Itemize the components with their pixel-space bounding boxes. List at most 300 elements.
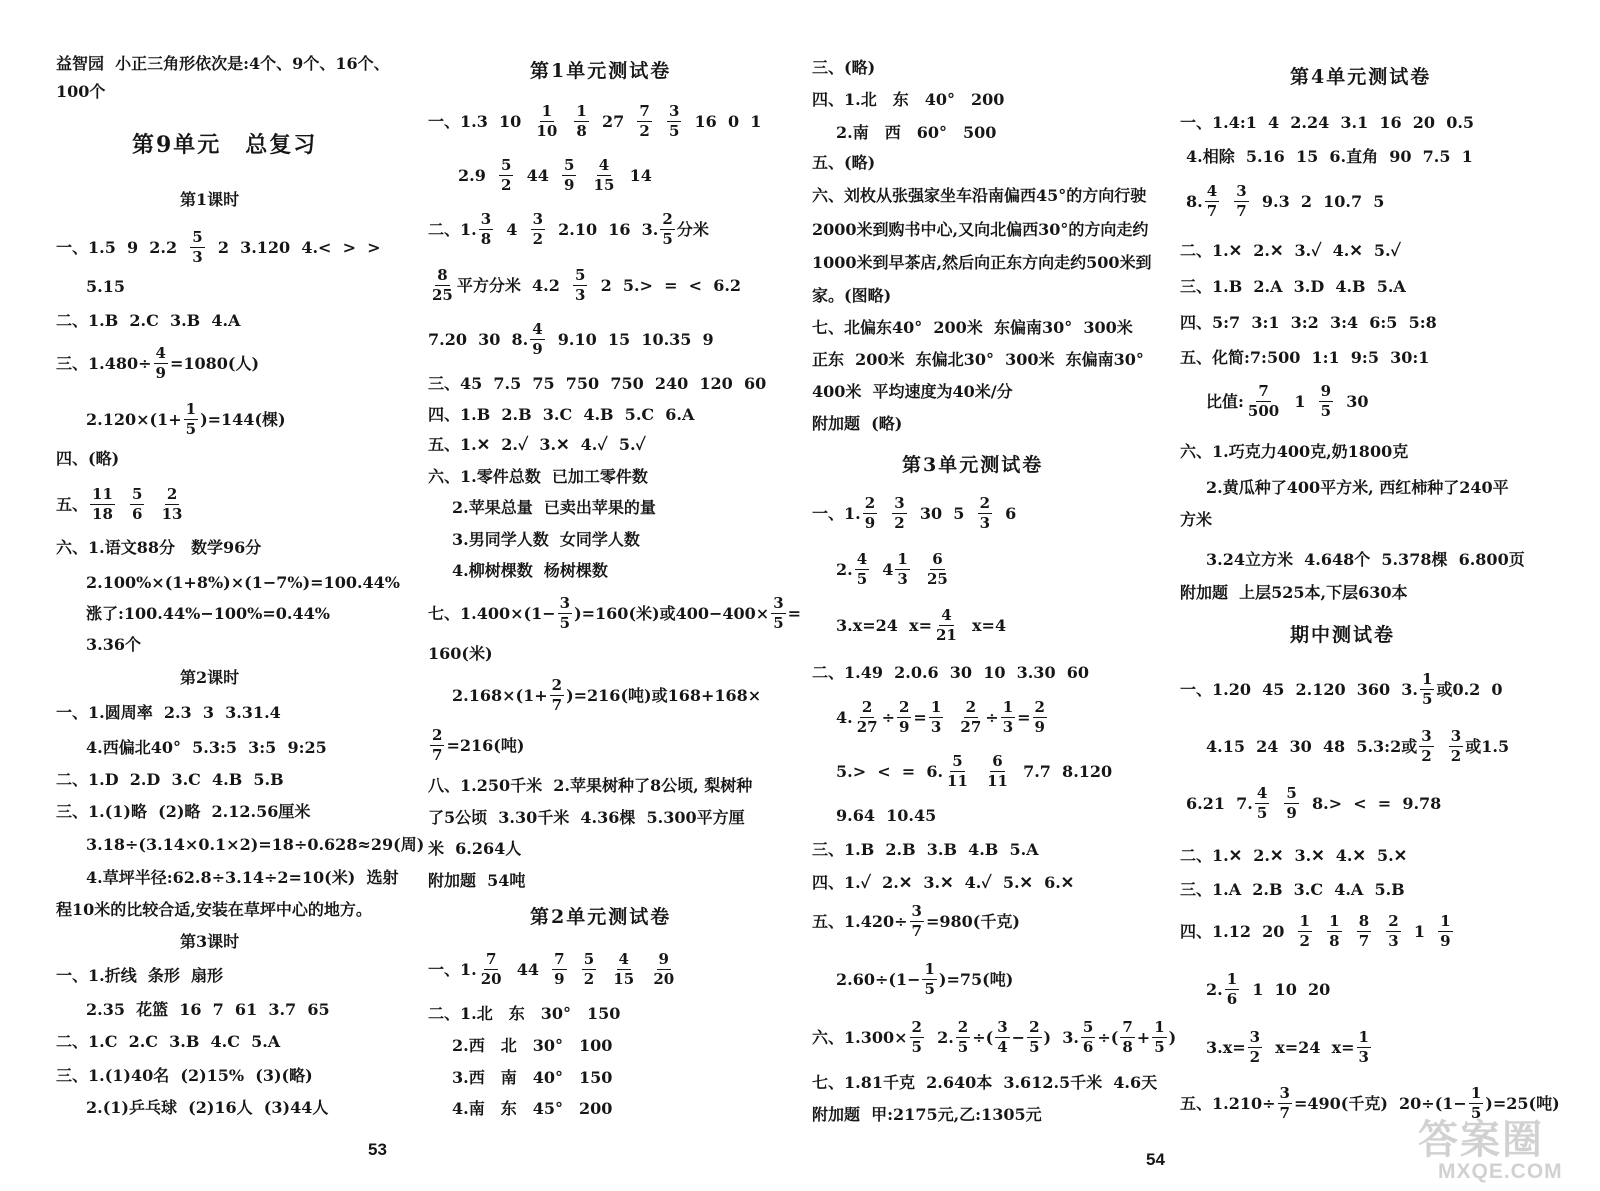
numerator: 2	[432, 726, 443, 744]
fraction	[90, 487, 115, 522]
answer-text: )=216(吨)或168+168×	[566, 685, 762, 705]
numerator: 6	[932, 550, 943, 568]
denominator: 2	[500, 176, 512, 194]
fraction	[1278, 1086, 1292, 1121]
answer-line	[836, 700, 1049, 735]
numerator: 4	[618, 950, 629, 968]
fraction	[1449, 729, 1463, 764]
denominator: 6	[1082, 1038, 1094, 1056]
answer-line	[56, 346, 259, 381]
answer-line: 第1课时	[180, 190, 240, 209]
denominator: 10	[536, 122, 558, 140]
answer-line: 程10米的比较合适,安装在草坪中心的地方。	[56, 900, 372, 919]
numerator: 4	[1256, 784, 1268, 802]
fraction	[130, 487, 144, 522]
fraction	[531, 212, 545, 247]
denominator: 5	[1320, 402, 1332, 420]
answer-line	[428, 322, 714, 357]
denominator: 5	[773, 614, 784, 632]
answer-text: =216(吨)	[446, 735, 525, 755]
denominator: 9	[898, 718, 910, 736]
answer-text: 44	[505, 959, 551, 979]
answer-line: 六、1.零件总数 已加工零件数	[428, 467, 648, 486]
section-title: 第1单元测试卷	[530, 60, 672, 82]
numerator: 2	[965, 698, 977, 716]
numerator: 3	[894, 494, 905, 512]
answer-line: 正东 200米 东偏北30° 300米 东偏南30°	[812, 350, 1144, 369]
answer-line: 附加题 甲:2175元,乙:1305元	[812, 1105, 1042, 1124]
numerator: 4	[155, 344, 166, 362]
answer-text: 2.9	[458, 165, 497, 185]
numerator: 3	[532, 210, 544, 228]
answer-text: 30 5	[908, 503, 976, 523]
denominator: 2	[639, 122, 650, 140]
numerator: 3	[911, 902, 922, 920]
answer-line	[1186, 786, 1441, 821]
answer-line: 六、1.巧克力400克,奶1800克	[1180, 442, 1409, 461]
denominator: 21	[936, 626, 957, 644]
denominator: 3	[575, 286, 586, 304]
fraction	[892, 496, 906, 531]
answer-line: 八、1.250千米 2.苹果树种了8公顷, 梨树种	[428, 776, 753, 795]
answer-line	[86, 402, 286, 437]
answer-text: 二、1.	[428, 219, 477, 239]
denominator: 5	[911, 1038, 922, 1056]
answer-text: )=144(棵)	[200, 409, 286, 429]
numerator: 3	[1249, 1028, 1261, 1046]
answer-line: 七、北偏东40° 200米 东偏南30° 300米	[812, 318, 1133, 337]
answer-text: 一、1.	[812, 503, 861, 523]
answer-text: 7.7 8.120	[1011, 761, 1113, 781]
denominator: 25	[927, 570, 948, 588]
numerator: 5	[563, 156, 575, 174]
denominator: 9	[554, 970, 565, 988]
numerator: 2	[898, 698, 910, 716]
fraction	[667, 104, 681, 139]
answer-text	[1436, 739, 1447, 755]
fraction	[1081, 1020, 1095, 1055]
answer-text: 7.20 30 8.	[428, 329, 529, 349]
denominator: 8	[480, 230, 492, 248]
answer-text: )=160(米)或400−400×	[574, 603, 770, 623]
fraction	[592, 158, 617, 193]
answer-text	[654, 114, 665, 130]
numerator: 9	[658, 950, 669, 968]
answer-text: ÷	[985, 707, 999, 727]
answer-line: 2.苹果总量 已卖出苹果的量	[452, 498, 656, 517]
answer-text	[1344, 924, 1355, 940]
numerator: 5	[1082, 1018, 1094, 1036]
answer-line: 涨了:100.44%−100%=0.44%	[86, 604, 330, 623]
fraction	[934, 608, 959, 643]
column-4	[1170, 0, 1600, 1191]
numerator: 1	[1470, 1084, 1482, 1102]
answer-text: 9.10 15 10.35 9	[546, 329, 714, 349]
numerator: 2	[861, 698, 873, 716]
answer-line	[836, 962, 1013, 997]
numerator: 7	[485, 950, 497, 968]
fraction	[550, 678, 564, 713]
answer-line: 4.草坪半径:62.8÷3.14÷2=10(米) 选射	[86, 868, 399, 887]
answer-line	[428, 212, 709, 247]
watermark-logo: 答案圈	[1418, 1118, 1544, 1162]
answer-line: 2.35 花篮 16 7 61 3.7 65	[86, 1000, 330, 1019]
answer-text: 分米	[676, 219, 709, 239]
answer-line	[452, 678, 761, 713]
answer-text: 6.21 7.	[1186, 793, 1253, 813]
answer-line	[428, 952, 678, 987]
denominator: 9	[1440, 932, 1451, 950]
answer-line: 七、1.81千克 2.640本 3.612.5千米 4.6天	[812, 1073, 1158, 1092]
numerator: 2	[979, 494, 990, 512]
denominator: 9	[864, 514, 876, 532]
answer-text: 六、1.300×	[812, 1027, 908, 1047]
answer-text: ÷	[881, 707, 895, 727]
answer-text: 或1.5	[1465, 736, 1510, 756]
answer-text: 2.10 16 3.	[547, 219, 659, 239]
denominator: 5	[1029, 1038, 1040, 1056]
fraction	[910, 1020, 924, 1055]
answer-line: 三、45 7.5 75 750 750 240 120 60	[428, 374, 767, 393]
denominator: 27	[960, 718, 982, 736]
numerator: 6	[992, 752, 1003, 770]
fraction	[479, 952, 504, 987]
numerator: 2	[551, 676, 563, 694]
denominator: 5	[924, 980, 935, 998]
numerator: 5	[952, 752, 963, 770]
answer-line: 3.18÷(3.14×0.1×2)=18÷0.628≈29(周)	[86, 835, 425, 854]
fraction	[855, 552, 869, 587]
answer-text: )	[1168, 1027, 1177, 1047]
answer-text	[1221, 194, 1232, 210]
denominator: 7	[911, 922, 922, 940]
answer-text: −	[1011, 1027, 1026, 1047]
denominator: 11	[987, 772, 1008, 790]
fraction	[945, 754, 970, 789]
answer-line: 四、1.B 2.B 3.C 4.B 5.C 6.A	[428, 405, 695, 424]
answer-text: 一、1.	[428, 959, 477, 979]
denominator: 11	[947, 772, 968, 790]
watermark-url: MXQE.COM	[1438, 1160, 1563, 1183]
fraction	[190, 230, 204, 265]
answer-text: 平方分米 4.2	[456, 275, 571, 295]
answer-line	[56, 230, 381, 265]
numerator: 7	[1122, 1018, 1133, 1036]
answer-line: 4.相除 5.16 15 6.直角 90 7.5 1	[1186, 147, 1473, 166]
answer-line: 二、1.✕ 2.✕ 3.✕ 4.✕ 5.✕	[1180, 846, 1408, 865]
numerator: 1	[930, 698, 942, 716]
fraction	[430, 728, 444, 763]
answer-line: 三、1.A 2.B 3.C 4.A 5.B	[1180, 880, 1405, 899]
numerator: 1	[1329, 912, 1340, 930]
answer-text: 三、1.480÷	[56, 353, 152, 373]
answer-text: ÷(	[1097, 1027, 1119, 1047]
denominator: 4	[997, 1038, 1008, 1056]
answer-line	[812, 1020, 1176, 1055]
answer-text: 五、	[56, 494, 89, 514]
denominator: 8	[1122, 1038, 1133, 1056]
denominator: 5	[957, 1038, 969, 1056]
answer-line	[56, 487, 186, 522]
denominator: 3	[1358, 1048, 1369, 1066]
answer-text: =	[1017, 707, 1031, 727]
answer-line: 三、(略)	[812, 58, 876, 77]
answer-line: 五、化简:7:500 1:1 9:5 30:1	[1180, 348, 1430, 367]
denominator: 5	[1422, 690, 1433, 708]
numerator: 4	[856, 550, 868, 568]
answer-text: 1 10 20	[1241, 979, 1331, 999]
answer-text: 4.15 24 30 48 5.3:2或	[1206, 736, 1418, 756]
numerator: 1	[924, 960, 935, 978]
denominator: 3	[897, 570, 908, 588]
answer-line: 三、1.B 2.A 3.D 4.B 5.A	[1180, 277, 1406, 296]
denominator: 2	[1450, 747, 1462, 765]
answer-text: 七、1.400×(1−	[428, 603, 556, 623]
denominator: 3	[1388, 932, 1399, 950]
fraction	[1438, 914, 1452, 949]
answer-text: 一、1.20 45 2.120 360 3.	[1180, 679, 1419, 699]
page-number-left: 53	[368, 1140, 387, 1159]
numerator: 1	[1154, 1018, 1165, 1036]
fraction	[1357, 1030, 1371, 1065]
numerator: 7	[554, 950, 565, 968]
answer-line: 4.南 东 45° 200	[452, 1099, 613, 1118]
numerator: 5	[192, 228, 203, 246]
denominator: 6	[132, 505, 143, 523]
numerator: 2	[957, 1018, 969, 1036]
numerator: 1	[1226, 970, 1238, 988]
page-number-right: 54	[1146, 1150, 1165, 1169]
answer-text: 1	[1283, 391, 1317, 411]
denominator: 5	[185, 420, 197, 438]
numerator: 1	[185, 400, 197, 418]
fraction	[1419, 729, 1433, 764]
answer-text: 30	[1335, 391, 1369, 411]
answer-line	[458, 158, 652, 193]
fraction	[956, 1020, 970, 1055]
numerator: 3	[997, 1018, 1008, 1036]
answer-line: 2.西 北 30° 100	[452, 1036, 613, 1055]
numerator: 5	[1286, 784, 1297, 802]
answer-text: )=75(吨)	[938, 969, 1014, 989]
answer-text: =490(千克) 20÷(1−	[1293, 1093, 1467, 1113]
denominator: 3	[1002, 718, 1014, 736]
fraction	[1120, 1020, 1134, 1055]
denominator: 27	[856, 718, 878, 736]
denominator: 15	[613, 970, 635, 988]
answer-text: 2 3.120 4.< > >	[206, 237, 381, 257]
answer-line	[812, 496, 1016, 531]
fraction	[573, 268, 587, 303]
denominator: 5	[1154, 1038, 1165, 1056]
numerator: 5	[500, 156, 512, 174]
answer-text: 2.	[836, 559, 853, 579]
answer-text: =980(千克)	[925, 911, 1020, 931]
numerator: 1	[1422, 670, 1433, 688]
answer-text: ) 3.	[1043, 1027, 1079, 1047]
fraction	[1033, 700, 1047, 735]
fraction	[611, 952, 636, 987]
fraction	[1027, 1020, 1041, 1055]
fraction	[1420, 672, 1434, 707]
numerator: 2	[864, 494, 876, 512]
answer-text: x=24 x=	[1264, 1037, 1355, 1057]
section-title: 期中测试卷	[1290, 624, 1396, 646]
answer-text: 2.60÷(1−	[836, 969, 921, 989]
answer-text: 五、1.420÷	[812, 911, 908, 931]
fraction	[582, 952, 596, 987]
section-title: 第9单元 总复习	[132, 132, 318, 158]
answer-line: 2.100%×(1+8%)×(1−7%)=100.44%	[86, 573, 400, 592]
answer-line: 2.黄瓜种了400平方米, 西红柿种了240平	[1206, 478, 1509, 497]
numerator: 8	[437, 266, 448, 284]
numerator: 11	[92, 485, 113, 503]
answer-text: 8.	[1186, 191, 1203, 211]
numerator: 3	[1450, 727, 1462, 745]
answer-text: 8.> < = 9.78	[1300, 793, 1442, 813]
numerator: 7	[1258, 382, 1269, 400]
answer-text	[598, 962, 609, 978]
answer-text: 6	[994, 503, 1017, 523]
answer-text: 或0.2 0	[1436, 679, 1503, 699]
numerator: 5	[583, 950, 595, 968]
fraction	[1319, 384, 1333, 419]
answer-text: 一、1.3 10	[428, 111, 533, 131]
denominator: 5	[559, 614, 571, 632]
denominator: 2	[1249, 1048, 1261, 1066]
denominator: 25	[432, 286, 453, 304]
fraction	[637, 104, 651, 139]
denominator: 20	[480, 970, 502, 988]
numerator: 4	[598, 156, 610, 174]
numerator: 3	[1421, 727, 1432, 745]
answer-line: 二、1.✕ 2.✕ 3.✓ 4.✕ 5.✓	[1180, 241, 1401, 260]
answer-line: 一、1.折线 条形 扇形	[56, 966, 223, 985]
denominator: 13	[161, 505, 183, 523]
denominator: 20	[653, 970, 675, 988]
answer-text: =	[913, 707, 927, 727]
answer-text	[1373, 924, 1384, 940]
numerator: 1	[576, 102, 587, 120]
denominator: 9	[563, 176, 575, 194]
answer-line	[836, 754, 1112, 789]
column-3	[787, 0, 1177, 1191]
answer-text	[972, 764, 983, 780]
column-1	[0, 0, 425, 1191]
answer-line	[428, 728, 524, 763]
numerator: 1	[1440, 912, 1451, 930]
answer-line: 了5公顷 3.30千米 4.36棵 5.300平方厘	[428, 808, 745, 827]
answer-text	[879, 506, 890, 522]
fraction	[160, 487, 185, 522]
answer-text: )=25(吨)	[1485, 1093, 1560, 1113]
fraction	[985, 754, 1010, 789]
answer-line: 附加题 上层525本,下层630本	[1180, 583, 1408, 602]
denominator: 15	[593, 176, 615, 194]
numerator: 1	[541, 102, 553, 120]
denominator: 3	[192, 248, 203, 266]
answer-text: 四、1.12 20	[1180, 921, 1296, 941]
answer-text: 3.x=24 x=	[836, 615, 932, 635]
answer-line: 一、1.圆周率 2.3 3 3.31.4	[56, 703, 281, 722]
answer-line: 二、1.C 2.C 3.B 4.C 5.A	[56, 1032, 281, 1051]
answer-text: 27	[590, 111, 636, 131]
answer-text	[146, 497, 157, 513]
answer-text: 9.3 2 10.7 5	[1250, 191, 1385, 211]
fraction	[929, 700, 943, 735]
answer-line: 1000米到早茶店,然后向正东方向走约500米到	[812, 253, 1152, 272]
fraction	[925, 552, 950, 587]
answer-line: 四、(略)	[56, 449, 120, 468]
answer-text: 2.	[1206, 979, 1223, 999]
answer-line: 三、1.B 2.B 3.B 4.B 5.A	[812, 840, 1039, 859]
answer-line: 益智园 小正三角形依次是:4个、9个、16个、	[56, 54, 390, 73]
answer-text: 4	[871, 559, 894, 579]
answer-line: 附加题 (略)	[812, 414, 903, 433]
answer-text	[578, 168, 589, 184]
answer-line: 二、1.B 2.C 3.B 4.A	[56, 311, 241, 330]
answer-line: 3.男同学人数 女同学人数	[452, 530, 640, 549]
denominator: 6	[1226, 990, 1238, 1008]
fraction	[660, 212, 674, 247]
fraction	[863, 496, 877, 531]
denominator: 8	[1329, 932, 1340, 950]
fraction	[1246, 384, 1281, 419]
answer-text	[638, 962, 649, 978]
numerator: 4	[1206, 182, 1218, 200]
denominator: 500	[1247, 402, 1280, 420]
answer-text	[1271, 796, 1282, 812]
answer-line	[836, 552, 952, 587]
denominator: 7	[1206, 202, 1218, 220]
fraction	[534, 104, 559, 139]
answer-text	[945, 710, 956, 726]
answer-text: 2 5.> = < 6.2	[589, 275, 742, 295]
answer-line: 100个	[56, 82, 106, 101]
answer-line: 四、1.北 东 40° 200	[812, 90, 1005, 109]
numerator: 2	[1029, 1018, 1040, 1036]
answer-line	[1180, 672, 1503, 707]
denominator: 7	[1236, 202, 1247, 220]
answer-text: 4	[495, 219, 529, 239]
denominator: 2	[532, 230, 544, 248]
answer-line	[1180, 914, 1455, 949]
answer-line: 2000米到购书中心,又向北偏西30°的方向走约	[812, 220, 1149, 239]
answer-line: 2.南 西 60° 500	[836, 123, 997, 142]
answer-line: 400米 平均速度为40米/分	[812, 382, 1013, 401]
answer-line	[428, 268, 741, 303]
numerator: 2	[1034, 698, 1045, 716]
answer-text: 2.	[925, 1027, 954, 1047]
numerator: 5	[575, 266, 586, 284]
fraction	[1152, 1020, 1166, 1055]
answer-line: 方米	[1180, 510, 1213, 529]
answer-line: 4.柳树棵数 杨树棵数	[452, 561, 608, 580]
column-2	[400, 0, 802, 1191]
numerator: 1	[1002, 698, 1014, 716]
denominator: 5	[1256, 804, 1268, 822]
denominator: 7	[1358, 932, 1370, 950]
answer-line: 二、1.D 2.D 3.C 4.B 5.B	[56, 770, 284, 789]
answer-text: x=4	[960, 615, 1007, 635]
fraction	[958, 700, 983, 735]
answer-line: 第2课时	[180, 668, 240, 687]
answer-line	[1206, 384, 1369, 419]
denominator: 2	[894, 514, 905, 532]
fraction	[530, 322, 544, 357]
numerator: 5	[132, 485, 143, 503]
denominator: 9	[1286, 804, 1297, 822]
